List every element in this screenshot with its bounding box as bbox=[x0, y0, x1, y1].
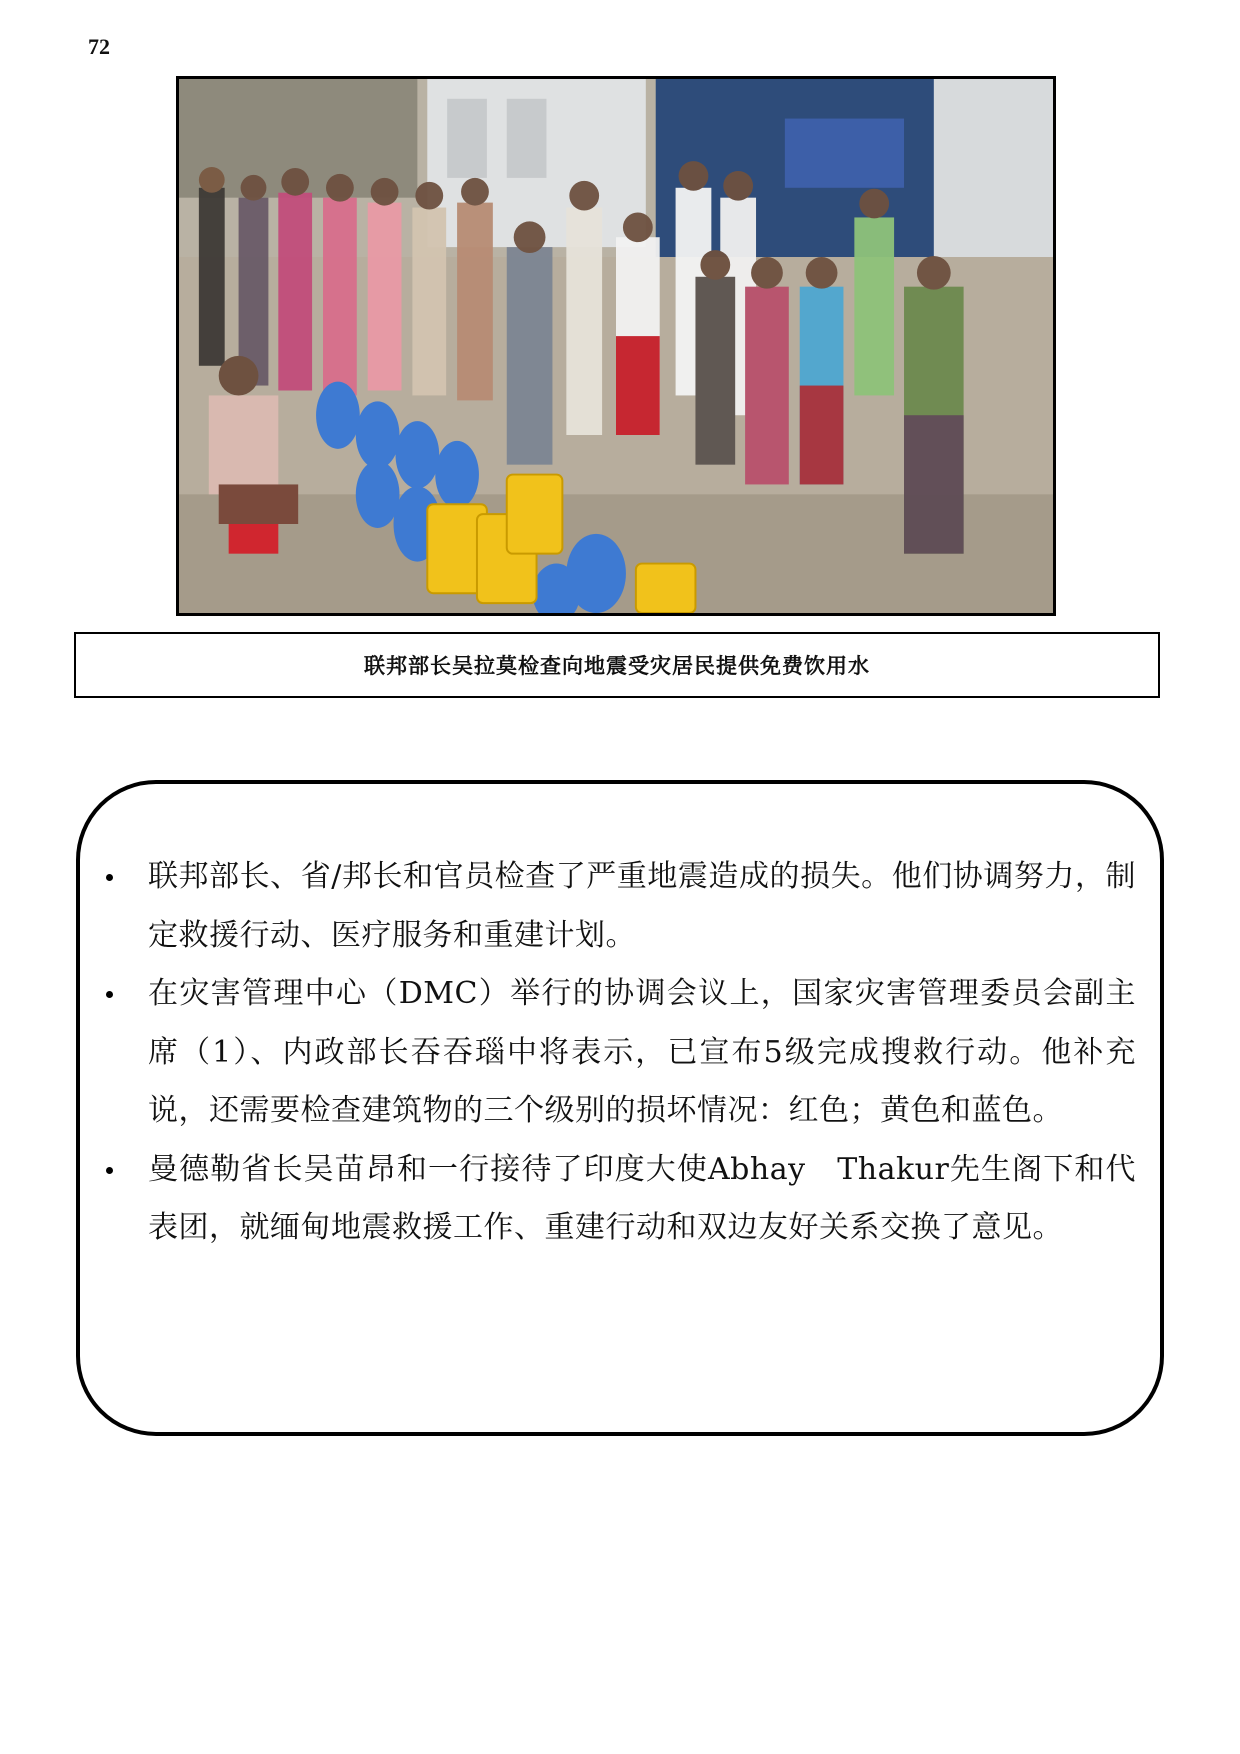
summary-list bbox=[106, 848, 1136, 1258]
news-photo bbox=[176, 76, 1056, 616]
list-item-text: 在灾害管理中心（DMC）举行的协调会议上，国家灾害管理委员会副主席（1）、内政部长吞吞瑙中将表示，已宣布5级完成搜救行动。他补充说，还需要检查建筑物的三个级别的损坏情况：红色；黄色和蓝色。 bbox=[148, 976, 1136, 1128]
page-number: 72 bbox=[88, 34, 110, 59]
photo-caption: 联邦部长吴拉莫检查向地震受灾居民提供免费饮用水 bbox=[74, 632, 1160, 698]
bullet-icon bbox=[106, 1167, 113, 1174]
bullet-icon bbox=[106, 991, 113, 998]
list-item-text: 联邦部长、省/邦长和官员检查了严重地震造成的损失。他们协调努力，制定救援行动、医疗服务和重建计划。 bbox=[148, 859, 1136, 953]
photo-illustration bbox=[179, 79, 1053, 613]
list-item bbox=[106, 965, 1136, 1141]
list-item bbox=[106, 1141, 1136, 1258]
list-item bbox=[106, 848, 1136, 965]
bullet-icon bbox=[106, 874, 113, 881]
list-item-text: 曼德勒省长吴苗昂和一行接待了印度大使Abhay Thakur先生阁下和代表团，就缅甸地震救援工作、重建行动和双边友好关系交换了意见。 bbox=[148, 1151, 1136, 1245]
